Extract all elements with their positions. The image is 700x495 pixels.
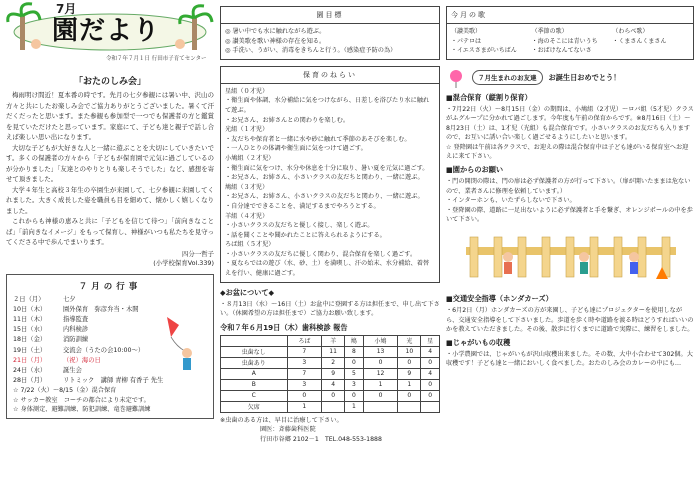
aim-line: ・話を聞くことや聞かれたことに答えられるようにする。: [225, 231, 386, 239]
song-item: ・海のそこには青いうち: [531, 37, 598, 45]
aim-group: [225, 125, 435, 154]
goal-item: ◎ 讃美歌を歌い神様の存在を知る。: [225, 37, 326, 45]
event-date: 21日（月）: [13, 356, 47, 364]
table-cell: B: [221, 379, 288, 390]
table-cell: 11: [322, 346, 345, 357]
song-group: [532, 27, 609, 56]
goals-title: 園目標: [221, 7, 439, 24]
event-row: [13, 305, 207, 315]
event-date: ２日（月）: [13, 295, 45, 303]
mixed-care-text: ・7月22日（火）～8月15日（金）の期間は、小鳩組（2才児）～ロバ組（5才児）クラスがふグループに分かれて過ごします。今年度も午前の保育からです。※8月16日（土）～8月23日（土）は、1才児（光組）も混合保育です。小さいクラスのお友だちも入りますので、お互いに誘い合い楽しく過ごせるようにしたいと思います。: [446, 105, 694, 142]
left-column: [6, 0, 214, 419]
table-cell: 5: [345, 368, 364, 379]
table-cell: 0: [421, 390, 440, 401]
aim-class: 鳩組（３才児）: [225, 183, 269, 191]
event-text: 指導監査: [63, 315, 89, 323]
table-cell: [398, 401, 421, 412]
clinic-label: 園医：斉藤歯科医院: [260, 426, 316, 434]
table-cell: A: [221, 368, 288, 379]
song-heading: （季節の歌）: [531, 28, 568, 35]
event-row: [13, 295, 207, 305]
table-cell: [421, 401, 440, 412]
table-cell: 0: [398, 357, 421, 368]
table-cell: [322, 401, 345, 412]
event-date: 15日（水）: [13, 326, 47, 334]
intro-paragraph: これからも神様の恵みと共に「子どもを信じて待つ」「前向きなことば」「前向きなイメージ」をもって保育し、神様がいつも私たちを見守ってくださる中で歩んでまいります。: [6, 217, 214, 246]
middle-column: [220, 6, 440, 445]
event-note: ☆ 身体測定、避難訓練、防犯訓練、竜巻避難訓練: [13, 406, 151, 414]
child-with-kite-icon: [159, 315, 199, 375]
event-date: 18日（金）: [13, 336, 47, 344]
table-cell: 0: [287, 390, 322, 401]
potato-title: ■じゃがいもの収穫: [446, 337, 511, 347]
intro-paragraph: 大切な子どもが大好きな人と一緒に遊ぶことを大切にしていきたいです。多くの保護者の方々から「子どもが保育園で元気に過ごしているのが分かりました」「友達とのやりとりも楽しそうでした」など、感想を寄せて頂きました。: [6, 143, 214, 183]
right-column: [446, 6, 694, 369]
aims-title: 保育のねらい: [221, 67, 439, 84]
table-cell: 2: [322, 357, 345, 368]
songs-title: 今月の歌: [447, 7, 693, 24]
table-cell: 7: [287, 368, 322, 379]
intro-paragraph: 大学４年生と高校３年生の卒園生が来園して、七夕参観に来園してくれました。大きく成長した姿を職員も目を細めて、懐かしく嬉しくなりました。: [6, 185, 214, 215]
birthday-message: お誕生日おめでとう！: [548, 72, 621, 82]
table-cell: 9: [398, 368, 421, 379]
table-cell: 0: [345, 357, 364, 368]
table-cell: 12: [363, 368, 398, 379]
aim-line: ・衛生面に気をつけ、水分や休息を十分に取り、暑い夏を元気に過ごす。: [225, 164, 429, 172]
aim-line: ・小さいクラスの友だちに優しく関わり、混合保育を楽しく過ごす。: [225, 250, 417, 258]
table-cell: 0: [421, 379, 440, 390]
events-title: ７月の行事: [78, 281, 142, 292]
request-item: ・インターホンも、いたずらしないで下さい。: [446, 197, 576, 205]
event-date: 28日（月）: [13, 377, 47, 385]
table-cell: 8: [345, 346, 364, 357]
table-cell: [363, 401, 398, 412]
songs-list: [451, 27, 689, 56]
dental-table: [220, 335, 440, 413]
event-text: 内科検診: [63, 326, 89, 334]
table-cell: 3: [345, 379, 364, 390]
goal-item: ◎ 手洗い、うがい、消毒をきちんと行う。（感染症予防の為）: [225, 47, 397, 55]
author-name: [6, 250, 214, 268]
birthday-label: ７月生まれのお友達: [472, 70, 543, 85]
traffic-text: ・6月2日（月）ホンダカーズの方が来園し、子ども達にプロジェクターを使用しながら、交通安全指導をして下さいました。歩道を歩く時や道路を渡る時はどうすればいいのかを教えていただきました。その後、散歩に行くまでに道路で実際に、練習をしました。: [446, 307, 694, 334]
table-cell: 0: [322, 390, 345, 401]
table-row: [221, 401, 440, 412]
table-header-row: [221, 335, 440, 346]
table-header: 羊: [322, 335, 345, 346]
table-cell: 0: [421, 357, 440, 368]
section-title: 「おたのしみ会」: [73, 77, 146, 87]
event-text: （祝）海の日: [63, 356, 101, 364]
table-row: [221, 390, 440, 401]
songs-box: [446, 6, 694, 60]
aim-line: ・自分達でできることを、満足するまでやろうとする。: [225, 202, 380, 210]
aims-box: [220, 66, 440, 283]
event-date: 24日（水）: [13, 366, 47, 374]
traffic-title: ■交通安全指導（ホンダカーズ）: [446, 294, 553, 304]
author-label: 四分一哲子: [182, 249, 214, 258]
table-cell: 13: [363, 346, 398, 357]
table-cell: 1: [287, 401, 322, 412]
children-fence-illustration-icon: [446, 231, 694, 281]
table-header: ろば: [287, 335, 322, 346]
event-text: 七夕: [63, 295, 76, 303]
clinic-address: 行田市谷郷 2102－1 TEL.048-553-1888: [260, 436, 382, 444]
potato-text: ・小学農園では、じゃがいもが沢山収穫出来ました。その数、大中小合わせて302個。大収穫です！子ども達と一緒においしく食べました。おたのしみ会のカレーの中にも…: [446, 350, 693, 368]
aim-line: ・衛生面や体調、水分補給に気をつけながら、日差しを浴びたり水に触れて遊ぶ。: [225, 97, 430, 114]
aim-line: ・友だちや保育者と一緒に水や砂に触れて季節のあそびを楽しむ。: [225, 135, 411, 143]
request-item: ・門の開閉の際は、門の扉は必ず保護者の方が行って下さい。（扉が開いたままは危ないので、業者さんに修理を依頼しています。）: [446, 178, 691, 195]
goal-item: ◎ 暑い中でも水に触れながら遊ぶ。: [225, 28, 326, 35]
table-header: 星: [421, 335, 440, 346]
aim-group: [225, 240, 435, 278]
aim-class: 羊組（４才児）: [225, 212, 269, 220]
intro-paragraph: 梅雨明け間近！夏本番の時です。先月の七夕参観には暑い中、沢山の方々と共にしたお楽しみ会でご協力ありがとうございました。暑くて汗だくだったと思います。また参観も参加型で一つでも保護者の方と鑑賞を見ていただけたと思っています。家庭にて、子ども達と親子で話し合えば楽しい思い出になります。: [6, 91, 214, 141]
aim-line: ・お兄さん、お姉さんとの関わりを楽しむ。: [225, 116, 350, 124]
event-row: [13, 376, 207, 386]
song-item: ・イエスさまがいちばん: [451, 47, 517, 54]
dental-note: ※虫歯のある方は、早目に治療して下さい。: [220, 416, 343, 424]
aim-group: [225, 87, 435, 125]
aim-class: 星組（０才児）: [225, 87, 269, 95]
event-text: 交流会（うたの会10:00～）: [63, 346, 145, 354]
aim-line: ・お兄さん、お姉さん、小さいクラスの友だちと関わり、一緒に遊ぶ。: [225, 193, 424, 201]
song-item: ・パテロは: [451, 37, 482, 45]
event-text: 消防訓練: [63, 336, 89, 344]
table-cell: 3: [287, 379, 322, 390]
table-row: [221, 357, 440, 368]
mixed-care-title: ■混合保育（縦割り保育）: [446, 92, 532, 102]
mixed-care-note: ☆ 登降園は午前は各クラスで、お迎えの際は混合保育中は子ども達がいる保育室へお迎えに来て下さい。: [446, 143, 689, 161]
obon-title: ◆お盆について◆: [220, 287, 275, 297]
table-cell: 1: [345, 401, 364, 412]
table-cell: 10: [398, 346, 421, 357]
table-cell: 4: [421, 368, 440, 379]
song-item: ・おばけなんてないさ: [531, 47, 592, 54]
event-text: リトミック 講師 青柳 有香子 先生: [63, 377, 164, 385]
aim-line: ・小さいクラスの友だちと優しく接し、楽しく遊ぶ。: [225, 222, 374, 230]
aim-group: [225, 212, 435, 241]
table-cell: 4: [421, 346, 440, 357]
obon-text: ・８月13日（水）～16日（土）お盆中に登園する方は担任まで、申し出て下さい。（休園希望の方は担任まで）ご協力お願い致します。: [220, 300, 440, 318]
masthead-month: 7月: [56, 2, 77, 16]
table-cell: 0: [363, 390, 398, 401]
song-heading: （わらべ歌）: [612, 28, 649, 35]
table-cell: 7: [287, 346, 322, 357]
table-cell: 0: [398, 390, 421, 401]
aim-line: ・一人ひとりの体調や衛生面に気をつけて過ごす。: [225, 145, 367, 153]
aim-line: ・お兄さん、お姉さん、小さいクラスの友だちと関わり、一緒に遊ぶ。: [225, 174, 424, 182]
requests-title: ■園からのお願い: [446, 165, 504, 175]
table-cell: 虫歯なし: [221, 346, 288, 357]
aim-group: [225, 183, 435, 212]
aim-group: [225, 154, 435, 183]
event-note: ☆ サッカー教室 コーチの都合により未定です。: [13, 396, 150, 404]
table-cell: C: [221, 390, 288, 401]
masthead-title: 園だより: [52, 16, 161, 46]
aim-class: 小鳩組（２才児）: [225, 154, 275, 162]
balloon-icon: [446, 68, 466, 88]
event-date: 19日（土）: [13, 346, 47, 354]
masthead: [6, 0, 214, 70]
table-cell: 0: [345, 390, 364, 401]
song-group: [612, 27, 689, 56]
masthead-date: 令和７年７月１日 行田市子育てセンター: [106, 56, 207, 62]
goals-box: [220, 6, 440, 60]
song-heading: （讃美歌）: [451, 28, 482, 35]
aim-line: ・夏ならではの遊び（水、砂、土）を満喫し、汗の始末、水分補給、着替えを行い、健康に過ごす。: [225, 260, 430, 278]
table-header: 小鳩: [363, 335, 398, 346]
table-row: [221, 368, 440, 379]
aim-class: 光組（１才児）: [225, 126, 269, 134]
table-header: [221, 335, 288, 346]
table-cell: 欠席: [221, 401, 288, 412]
request-item: ・登降園の際、道路に一足出ないように必ず保護者と手を繋ぎ、オレンジポールの中を歩いて下さい。: [446, 206, 693, 224]
table-row: [221, 379, 440, 390]
table-cell: 9: [322, 368, 345, 379]
events-box: [6, 274, 214, 419]
event-text: 園外保育 弥彦弁当・木開: [63, 305, 139, 313]
birthday-banner: [446, 66, 694, 90]
table-cell: 3: [287, 357, 322, 368]
song-item: ・くまさんくまさん: [612, 37, 667, 45]
event-text: 誕生会: [63, 366, 82, 374]
table-cell: 1: [398, 379, 421, 390]
dental-title: 令和７年６月19日（木）歯科検診 報告: [220, 322, 348, 332]
table-cell: 0: [363, 357, 398, 368]
event-date: 11日（木）: [13, 315, 47, 323]
table-cell: 虫歯あり: [221, 357, 288, 368]
event-date: 10日（木）: [13, 305, 47, 313]
song-group: [451, 27, 528, 56]
author-sub: (小学校保育Vol.339): [153, 258, 214, 267]
table-cell: 1: [363, 379, 398, 390]
event-note: ☆ 7/22（火）～8/15（金）混合保育: [13, 387, 117, 395]
table-header: 光: [398, 335, 421, 346]
table-header: 鳩: [345, 335, 364, 346]
table-row: [221, 346, 440, 357]
table-cell: 4: [322, 379, 345, 390]
aim-class: ろば組（５才児）: [225, 241, 275, 249]
